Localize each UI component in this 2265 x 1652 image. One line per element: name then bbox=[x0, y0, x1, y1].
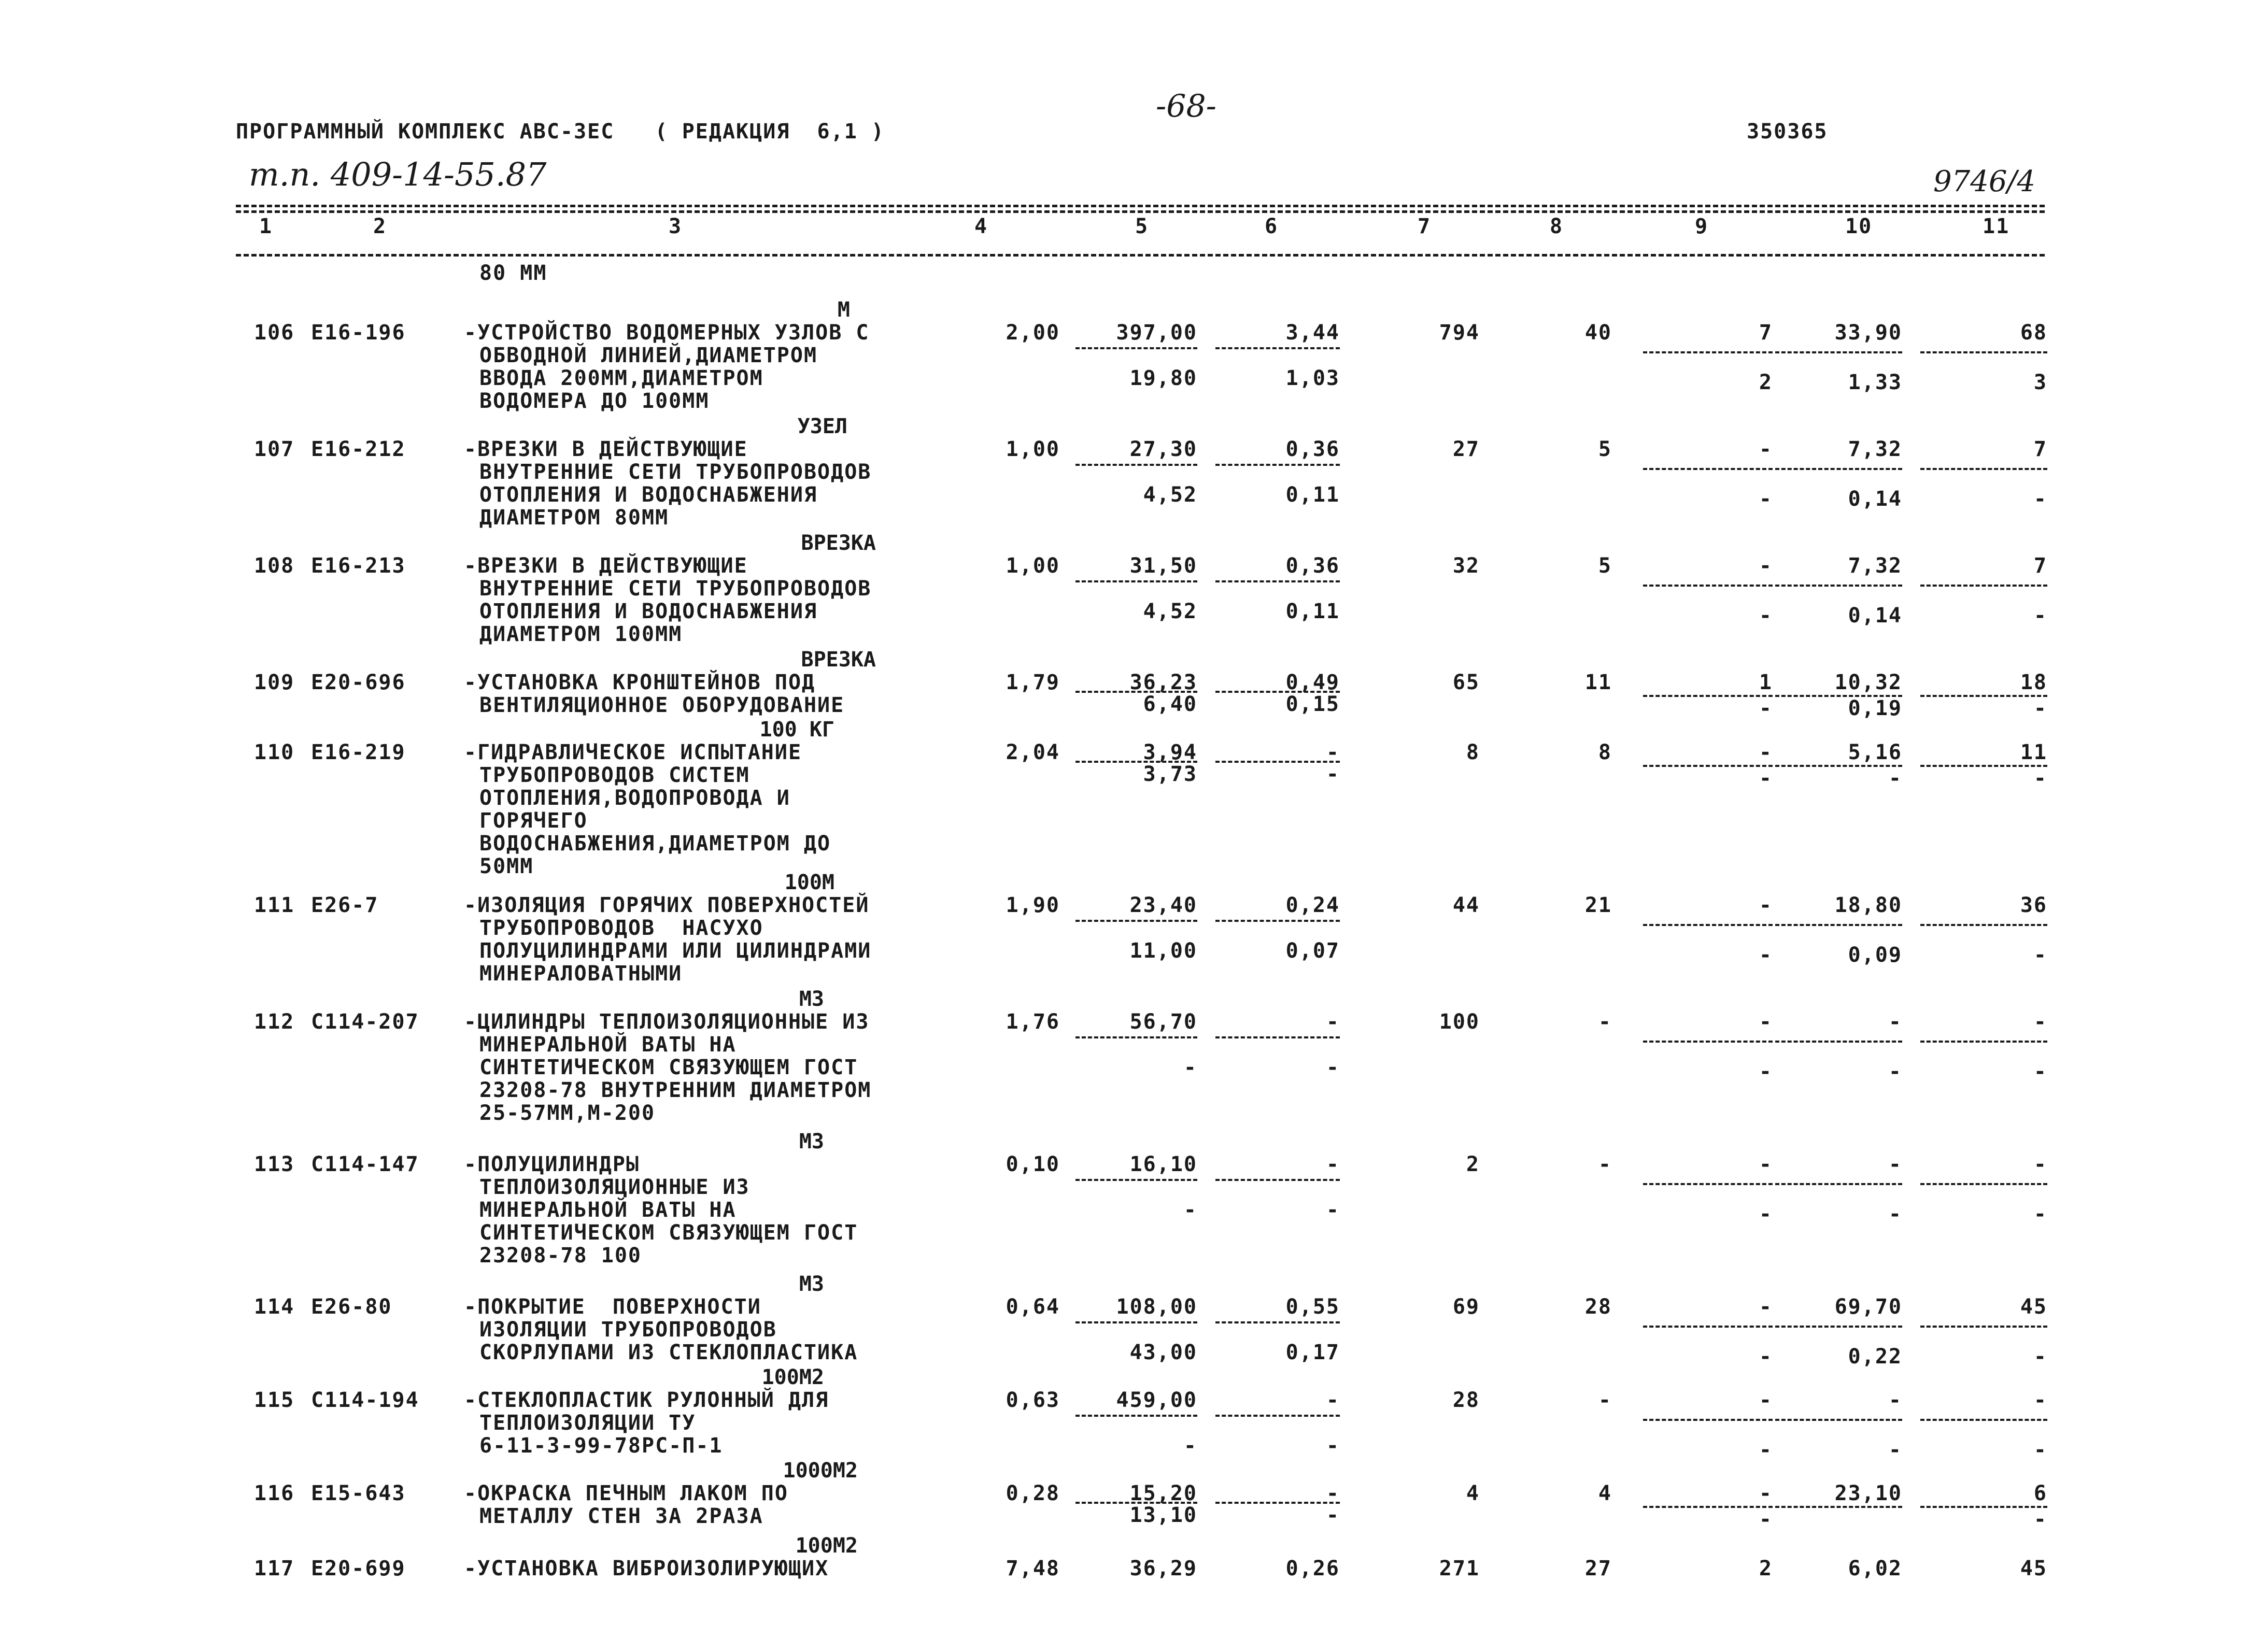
cell-col-11-machine: - bbox=[2033, 1438, 2047, 1462]
cell-col-5: 31,50 bbox=[1129, 554, 1197, 578]
cell-col-5-machine: - bbox=[1183, 1056, 1197, 1079]
cell-col-6-machine: - bbox=[1326, 1434, 1340, 1458]
cell-col-5: 27,30 bbox=[1129, 437, 1197, 461]
column-header-3: 3 bbox=[669, 215, 683, 238]
cell-col-8: 4 bbox=[1598, 1482, 1612, 1505]
cell-col-9: - bbox=[1759, 554, 1773, 578]
subtotal-rule bbox=[1215, 347, 1340, 349]
row-description-line: -ОКРАСКА ПЕЧНЫМ ЛАКОМ ПО bbox=[464, 1482, 788, 1505]
cell-col-10: 6,02 bbox=[1848, 1557, 1902, 1580]
row-description-line: ДИАМЕТРОМ 80ММ bbox=[479, 506, 669, 530]
header-bottom-rule bbox=[236, 254, 2045, 257]
cell-col-11: 36 bbox=[2020, 893, 2047, 917]
subtotal-rule bbox=[1075, 1036, 1197, 1038]
cell-col-4: 0,28 bbox=[1006, 1482, 1060, 1505]
cell-col-11: - bbox=[2033, 1010, 2047, 1034]
cell-col-10: 18,80 bbox=[1834, 893, 1902, 917]
document-code: 350365 bbox=[1747, 120, 1828, 144]
cell-col-8: 40 bbox=[1584, 321, 1612, 345]
header-top-rule-2 bbox=[236, 210, 2045, 213]
subtotal-rule bbox=[1215, 920, 1340, 922]
cell-col-6-machine: 0,07 bbox=[1285, 939, 1340, 963]
cell-col-4: 7,48 bbox=[1006, 1557, 1060, 1580]
cell-col-5: 108,00 bbox=[1116, 1295, 1197, 1319]
cell-col-9-machine: - bbox=[1759, 1507, 1773, 1531]
cell-col-8: 8 bbox=[1598, 740, 1612, 764]
cell-col-10-machine: - bbox=[1888, 1202, 1902, 1226]
row-number: 117 bbox=[254, 1557, 295, 1580]
row-code: Е20-696 bbox=[311, 671, 406, 694]
row-description-line: ОБВОДНОЙ ЛИНИЕЙ,ДИАМЕТРОМ bbox=[479, 344, 818, 367]
cell-col-9-machine: - bbox=[1759, 604, 1773, 628]
cell-col-9-machine: - bbox=[1759, 1438, 1773, 1462]
subtotal-rule bbox=[1215, 761, 1340, 763]
row-unit: ВРЕЗКА bbox=[801, 648, 876, 672]
subtotal-rule bbox=[1643, 1326, 1773, 1328]
cell-col-7: 100 bbox=[1439, 1010, 1480, 1034]
subtotal-rule bbox=[1215, 1321, 1340, 1323]
row-number: 114 bbox=[254, 1295, 295, 1319]
cell-col-4: 1,76 bbox=[1006, 1010, 1060, 1034]
subtotal-rule bbox=[1920, 351, 2047, 353]
cell-col-11: 7 bbox=[2033, 554, 2047, 578]
row-description-line: 50ММ bbox=[479, 855, 534, 878]
row-number: 107 bbox=[254, 437, 295, 461]
row-description-line: 23208-78 100 bbox=[479, 1244, 642, 1268]
subtotal-rule bbox=[1775, 1506, 1902, 1508]
row-description-line: -СТЕКЛОПЛАСТИК РУЛОННЫЙ ДЛЯ bbox=[464, 1388, 829, 1412]
cell-col-9: - bbox=[1759, 1388, 1773, 1412]
cell-col-9-machine: 2 bbox=[1759, 371, 1773, 394]
sheet-mark: 9746/4 bbox=[1933, 165, 2036, 198]
cell-col-5: 397,00 bbox=[1116, 321, 1197, 345]
row-description-line: ТЕПЛОИЗОЛЯЦИОННЫЕ ИЗ bbox=[479, 1175, 750, 1199]
cell-col-5-machine: 11,00 bbox=[1129, 939, 1197, 963]
row-description-line: ТРУБОПРОВОДОВ НАСУХО bbox=[479, 916, 763, 940]
row-description-line: -УСТАНОВКА КРОНШТЕЙНОВ ПОД bbox=[464, 671, 816, 694]
row-description-line: ДИАМЕТРОМ 100ММ bbox=[479, 622, 683, 646]
cell-col-9: - bbox=[1759, 1482, 1773, 1505]
row-code: Е26-80 bbox=[311, 1295, 392, 1319]
cell-col-9-machine: - bbox=[1759, 1345, 1773, 1369]
subtotal-rule bbox=[1775, 585, 1902, 587]
subtotal-rule bbox=[1075, 347, 1197, 349]
subtotal-rule bbox=[1775, 468, 1902, 470]
row-description-line: МЕТАЛЛУ СТЕН ЗА 2РАЗА bbox=[479, 1504, 763, 1528]
cell-col-4: 0,64 bbox=[1006, 1295, 1060, 1319]
cell-col-11-machine: - bbox=[2033, 696, 2047, 720]
cell-col-8: 11 bbox=[1584, 671, 1612, 694]
cell-col-10-machine: 0,09 bbox=[1848, 943, 1902, 967]
cell-col-7: 65 bbox=[1452, 671, 1480, 694]
cell-col-10: - bbox=[1888, 1152, 1902, 1176]
cell-col-10: 7,32 bbox=[1848, 437, 1902, 461]
cell-col-4: 0,10 bbox=[1006, 1152, 1060, 1176]
cell-col-7: 32 bbox=[1452, 554, 1480, 578]
cell-col-6-machine: 0,17 bbox=[1285, 1341, 1340, 1364]
cell-col-11-machine: 3 bbox=[2033, 371, 2047, 394]
carry-text: 80 ММ bbox=[479, 261, 547, 285]
cell-col-6: 0,26 bbox=[1285, 1557, 1340, 1580]
column-header-2: 2 bbox=[373, 215, 387, 238]
cell-col-9: - bbox=[1759, 437, 1773, 461]
subtotal-rule bbox=[1215, 1036, 1340, 1038]
subtotal-rule bbox=[1920, 1419, 2047, 1421]
column-header-11: 11 bbox=[1983, 215, 2010, 238]
cell-col-11: - bbox=[2033, 1152, 2047, 1176]
cell-col-7: 271 bbox=[1439, 1557, 1480, 1580]
row-code: Е16-196 bbox=[311, 321, 406, 345]
subtotal-rule bbox=[1215, 1179, 1340, 1181]
row-unit: УЗЕЛ bbox=[797, 415, 847, 438]
cell-col-6-machine: 0,15 bbox=[1285, 692, 1340, 716]
subtotal-rule bbox=[1920, 585, 2047, 587]
row-description-line: ОТОПЛЕНИЯ И ВОДОСНАБЖЕНИЯ bbox=[479, 483, 818, 507]
subtotal-rule bbox=[1215, 464, 1340, 466]
cell-col-11: 18 bbox=[2020, 671, 2047, 694]
cell-col-4: 2,00 bbox=[1006, 321, 1060, 345]
cell-col-11: 6 bbox=[2033, 1482, 2047, 1505]
row-unit: М3 bbox=[799, 1130, 824, 1153]
row-unit: М3 bbox=[799, 987, 824, 1011]
subtotal-rule bbox=[1215, 1415, 1340, 1417]
cell-col-4: 1,00 bbox=[1006, 554, 1060, 578]
row-unit: М bbox=[837, 298, 850, 322]
cell-col-5: 15,20 bbox=[1129, 1482, 1197, 1505]
subtotal-rule bbox=[1920, 924, 2047, 926]
cell-col-9-machine: - bbox=[1759, 1060, 1773, 1084]
subtotal-rule bbox=[1920, 695, 2047, 697]
row-code: Е20-699 bbox=[311, 1557, 406, 1580]
row-description-line: ТЕПЛОИЗОЛЯЦИИ ТУ bbox=[479, 1411, 696, 1435]
cell-col-10: 10,32 bbox=[1834, 671, 1902, 694]
cell-col-9: - bbox=[1759, 1295, 1773, 1319]
cell-col-9: - bbox=[1759, 1152, 1773, 1176]
cell-col-5: 36,29 bbox=[1129, 1557, 1197, 1580]
row-number: 106 bbox=[254, 321, 295, 345]
column-header-7: 7 bbox=[1418, 215, 1432, 238]
cell-col-7: 44 bbox=[1452, 893, 1480, 917]
row-description-line: -УСТРОЙСТВО ВОДОМЕРНЫХ УЗЛОВ С bbox=[464, 321, 870, 345]
cell-col-10: 69,70 bbox=[1834, 1295, 1902, 1319]
cell-col-4: 0,63 bbox=[1006, 1388, 1060, 1412]
row-unit: 1000М2 bbox=[783, 1459, 858, 1483]
row-description-line: ОТОПЛЕНИЯ И ВОДОСНАБЖЕНИЯ bbox=[479, 600, 818, 623]
cell-col-6: 0,55 bbox=[1285, 1295, 1340, 1319]
cell-col-5: 459,00 bbox=[1116, 1388, 1197, 1412]
cell-col-10-machine: - bbox=[1888, 766, 1902, 790]
subtotal-rule bbox=[1920, 1506, 2047, 1508]
row-unit: М3 bbox=[799, 1272, 824, 1296]
subtotal-rule bbox=[1920, 1041, 2047, 1043]
cell-col-5: 23,40 bbox=[1129, 893, 1197, 917]
subtotal-rule bbox=[1775, 924, 1902, 926]
cell-col-6-machine: - bbox=[1326, 1198, 1340, 1222]
row-description-line: ВОДОМЕРА ДО 100ММ bbox=[479, 389, 710, 413]
row-code: С114-207 bbox=[311, 1010, 419, 1034]
cell-col-10-machine: 0,14 bbox=[1848, 487, 1902, 511]
cell-col-7: 27 bbox=[1452, 437, 1480, 461]
cell-col-6: 0,49 bbox=[1285, 671, 1340, 694]
row-number: 115 bbox=[254, 1388, 295, 1412]
row-number: 116 bbox=[254, 1482, 295, 1505]
row-description-line: ВВОДА 200ММ,ДИАМЕТРОМ bbox=[479, 366, 763, 390]
row-code: Е16-213 bbox=[311, 554, 406, 578]
row-number: 110 bbox=[254, 740, 295, 764]
cell-col-9-machine: - bbox=[1759, 943, 1773, 967]
row-description-line: ВНУТРЕННИЕ СЕТИ ТРУБОПРОВОДОВ bbox=[479, 460, 872, 484]
column-header-4: 4 bbox=[974, 215, 988, 238]
row-number: 109 bbox=[254, 671, 295, 694]
column-header-5: 5 bbox=[1135, 215, 1149, 238]
cell-col-7: 8 bbox=[1466, 740, 1480, 764]
page-number: -68- bbox=[1156, 88, 1216, 124]
row-description-line: ТРУБОПРОВОДОВ СИСТЕМ bbox=[479, 763, 750, 787]
cell-col-11: 7 bbox=[2033, 437, 2047, 461]
subtotal-rule bbox=[1075, 1321, 1197, 1323]
column-header-10: 10 bbox=[1845, 215, 1873, 238]
cell-col-4: 1,79 bbox=[1006, 671, 1060, 694]
cell-col-6-machine: - bbox=[1326, 1056, 1340, 1079]
row-code: Е16-212 bbox=[311, 437, 406, 461]
row-description-line: МИНЕРАЛОВАТНЫМИ bbox=[479, 962, 683, 986]
row-code: Е26-7 bbox=[311, 893, 379, 917]
row-description-line: СИНТЕТИЧЕСКОМ СВЯЗУЮЩЕМ ГОСТ bbox=[479, 1221, 858, 1245]
row-description-line: -ГИДРАВЛИЧЕСКОЕ ИСПЫТАНИЕ bbox=[464, 740, 802, 764]
row-number: 113 bbox=[254, 1152, 295, 1176]
header-top-rule bbox=[236, 205, 2045, 207]
cell-col-11-machine: - bbox=[2033, 1202, 2047, 1226]
subtotal-rule bbox=[1775, 1041, 1902, 1043]
cell-col-10-machine: 0,14 bbox=[1848, 604, 1902, 628]
cell-col-10: - bbox=[1888, 1388, 1902, 1412]
cell-col-10-machine: 1,33 bbox=[1848, 371, 1902, 394]
cell-col-8: 28 bbox=[1584, 1295, 1612, 1319]
row-description-line: СКОРЛУПАМИ ИЗ СТЕКЛОПЛАСТИКА bbox=[479, 1341, 858, 1364]
row-description-line: ВЕНТИЛЯЦИОННОЕ ОБОРУДОВАНИЕ bbox=[479, 693, 845, 717]
cell-col-5-machine: 4,52 bbox=[1143, 483, 1197, 507]
cell-col-11: 45 bbox=[2020, 1295, 2047, 1319]
subtotal-rule bbox=[1643, 1041, 1773, 1043]
subtotal-rule bbox=[1775, 351, 1902, 353]
cell-col-11-machine: - bbox=[2033, 766, 2047, 790]
cell-col-10: - bbox=[1888, 1010, 1902, 1034]
subtotal-rule bbox=[1775, 1326, 1902, 1328]
cell-col-11: 45 bbox=[2020, 1557, 2047, 1580]
cell-col-8: 5 bbox=[1598, 554, 1612, 578]
cell-col-10: 7,32 bbox=[1848, 554, 1902, 578]
cell-col-9: - bbox=[1759, 893, 1773, 917]
subtotal-rule bbox=[1643, 351, 1773, 353]
subtotal-rule bbox=[1075, 464, 1197, 466]
cell-col-5: 36,23 bbox=[1129, 671, 1197, 694]
cell-col-6-machine: 0,11 bbox=[1285, 600, 1340, 623]
project-number: т.п. 409-14-55.87 bbox=[249, 155, 547, 193]
cell-col-6: 0,36 bbox=[1285, 437, 1340, 461]
subtotal-rule bbox=[1643, 585, 1773, 587]
column-header-9: 9 bbox=[1695, 215, 1709, 238]
row-unit: ВРЕЗКА bbox=[801, 531, 876, 555]
cell-col-6: - bbox=[1326, 1152, 1340, 1176]
cell-col-7: 794 bbox=[1439, 321, 1480, 345]
row-description-line: -ВРЕЗКИ В ДЕЙСТВУЮЩИЕ bbox=[464, 554, 748, 578]
row-code: Е15-643 bbox=[311, 1482, 406, 1505]
cell-col-10-machine: 0,19 bbox=[1848, 696, 1902, 720]
row-description-line: ВОДОСНАБЖЕНИЯ,ДИАМЕТРОМ ДО bbox=[479, 832, 831, 856]
cell-col-7: 4 bbox=[1466, 1482, 1480, 1505]
cell-col-11-machine: - bbox=[2033, 1345, 2047, 1369]
cell-col-7: 69 bbox=[1452, 1295, 1480, 1319]
cell-col-6: - bbox=[1326, 1388, 1340, 1412]
subtotal-rule bbox=[1775, 1183, 1902, 1185]
row-code: С114-194 bbox=[311, 1388, 419, 1412]
row-description-line: СИНТЕТИЧЕСКОМ СВЯЗУЮЩЕМ ГОСТ bbox=[479, 1056, 858, 1079]
program-title: ПРОГРАММНЫЙ КОМПЛЕКС АВС-3ЕС ( РЕДАКЦИЯ 6,1 ) bbox=[236, 120, 885, 144]
cell-col-10-machine: - bbox=[1888, 1438, 1902, 1462]
subtotal-rule bbox=[1920, 765, 2047, 767]
cell-col-4: 1,90 bbox=[1006, 893, 1060, 917]
subtotal-rule bbox=[1643, 765, 1773, 767]
cell-col-6: - bbox=[1326, 1010, 1340, 1034]
cell-col-9-machine: - bbox=[1759, 1202, 1773, 1226]
cell-col-11-machine: - bbox=[2033, 1060, 2047, 1084]
cell-col-4: 2,04 bbox=[1006, 740, 1060, 764]
cell-col-10: 33,90 bbox=[1834, 321, 1902, 345]
cell-col-8: 27 bbox=[1584, 1557, 1612, 1580]
row-unit: 100М bbox=[784, 871, 834, 894]
row-description-line: 25-57ММ,М-200 bbox=[479, 1101, 656, 1125]
cell-col-7: 2 bbox=[1466, 1152, 1480, 1176]
subtotal-rule bbox=[1215, 1502, 1340, 1504]
row-description-line: -ПОЛУЦИЛИНДРЫ bbox=[464, 1152, 640, 1176]
subtotal-rule bbox=[1215, 580, 1340, 582]
row-description-line: ПОЛУЦИЛИНДРАМИ ИЛИ ЦИЛИНДРАМИ bbox=[479, 939, 872, 963]
cell-col-5-machine: 19,80 bbox=[1129, 366, 1197, 390]
cell-col-10: 23,10 bbox=[1834, 1482, 1902, 1505]
row-description-line: МИНЕРАЛЬНОЙ ВАТЫ НА bbox=[479, 1033, 737, 1057]
row-unit: 100М2 bbox=[795, 1534, 858, 1558]
cell-col-6-machine: - bbox=[1326, 762, 1340, 786]
cell-col-11-machine: - bbox=[2033, 943, 2047, 967]
cell-col-7: 28 bbox=[1452, 1388, 1480, 1412]
row-description-line: ВНУТРЕННИЕ СЕТИ ТРУБОПРОВОДОВ bbox=[479, 577, 872, 601]
row-description-line: -ЦИЛИНДРЫ ТЕПЛОИЗОЛЯЦИОННЫЕ ИЗ bbox=[464, 1010, 870, 1034]
subtotal-rule bbox=[1075, 920, 1197, 922]
row-number: 112 bbox=[254, 1010, 295, 1034]
cell-col-6: 3,44 bbox=[1285, 321, 1340, 345]
cell-col-11: 11 bbox=[2020, 740, 2047, 764]
subtotal-rule bbox=[1643, 1419, 1773, 1421]
row-description-line: ИЗОЛЯЦИИ ТРУБОПРОВОДОВ bbox=[479, 1318, 777, 1342]
cell-col-10: 5,16 bbox=[1848, 740, 1902, 764]
cell-col-8: 5 bbox=[1598, 437, 1612, 461]
subtotal-rule bbox=[1075, 1179, 1197, 1181]
subtotal-rule bbox=[1643, 468, 1773, 470]
cell-col-11: - bbox=[2033, 1388, 2047, 1412]
cell-col-6: - bbox=[1326, 740, 1340, 764]
cell-col-9: - bbox=[1759, 740, 1773, 764]
cell-col-4: 1,00 bbox=[1006, 437, 1060, 461]
row-description-line: -ВРЕЗКИ В ДЕЙСТВУЮЩИЕ bbox=[464, 437, 748, 461]
cell-col-6: - bbox=[1326, 1482, 1340, 1505]
cell-col-9-machine: - bbox=[1759, 766, 1773, 790]
subtotal-rule bbox=[1775, 765, 1902, 767]
cell-col-5: 56,70 bbox=[1129, 1010, 1197, 1034]
cell-col-5-machine: 13,10 bbox=[1129, 1503, 1197, 1527]
column-header-6: 6 bbox=[1265, 215, 1279, 238]
row-description-line: 6-11-3-99-78РС-П-1 bbox=[479, 1434, 723, 1458]
cell-col-5: 16,10 bbox=[1129, 1152, 1197, 1176]
cell-col-5-machine: - bbox=[1183, 1434, 1197, 1458]
cell-col-10-machine: 0,22 bbox=[1848, 1345, 1902, 1369]
cell-col-5-machine: - bbox=[1183, 1198, 1197, 1222]
cell-col-9-machine: - bbox=[1759, 696, 1773, 720]
subtotal-rule bbox=[1075, 1415, 1197, 1417]
column-header-1: 1 bbox=[259, 215, 273, 238]
cell-col-9: - bbox=[1759, 1010, 1773, 1034]
subtotal-rule bbox=[1643, 1506, 1773, 1508]
cell-col-10-machine: - bbox=[1888, 1060, 1902, 1084]
subtotal-rule bbox=[1920, 468, 2047, 470]
row-number: 111 bbox=[254, 893, 295, 917]
row-unit: 100 КГ bbox=[759, 718, 834, 742]
cell-col-6-machine: 1,03 bbox=[1285, 366, 1340, 390]
cell-col-9: 1 bbox=[1759, 671, 1773, 694]
cell-col-5-machine: 6,40 bbox=[1143, 692, 1197, 716]
cell-col-5-machine: 4,52 bbox=[1143, 600, 1197, 623]
column-header-8: 8 bbox=[1550, 215, 1564, 238]
cell-col-11-machine: - bbox=[2033, 487, 2047, 511]
row-description-line: -ИЗОЛЯЦИЯ ГОРЯЧИХ ПОВЕРХНОСТЕЙ bbox=[464, 893, 870, 917]
row-description-line: МИНЕРАЛЬНОЙ ВАТЫ НА bbox=[479, 1198, 737, 1222]
cell-col-8: - bbox=[1598, 1152, 1612, 1176]
cell-col-5-machine: 43,00 bbox=[1129, 1341, 1197, 1364]
cell-col-5: 3,94 bbox=[1143, 740, 1197, 764]
row-unit: 100М2 bbox=[761, 1365, 824, 1389]
cell-col-6-machine: 0,11 bbox=[1285, 483, 1340, 507]
cell-col-8: 21 bbox=[1584, 893, 1612, 917]
row-number: 108 bbox=[254, 554, 295, 578]
row-code: Е16-219 bbox=[311, 740, 406, 764]
row-description-line: 23208-78 ВНУТРЕННИМ ДИАМЕТРОМ bbox=[479, 1078, 872, 1102]
subtotal-rule bbox=[1920, 1326, 2047, 1328]
cell-col-6: 0,24 bbox=[1285, 893, 1340, 917]
subtotal-rule bbox=[1775, 1419, 1902, 1421]
cell-col-6-machine: - bbox=[1326, 1503, 1340, 1527]
cell-col-5-machine: 3,73 bbox=[1143, 762, 1197, 786]
subtotal-rule bbox=[1643, 1183, 1773, 1185]
row-code: С114-147 bbox=[311, 1152, 419, 1176]
subtotal-rule bbox=[1643, 924, 1773, 926]
subtotal-rule bbox=[1920, 1183, 2047, 1185]
cell-col-9: 2 bbox=[1759, 1557, 1773, 1580]
subtotal-rule bbox=[1075, 580, 1197, 582]
cell-col-11-machine: - bbox=[2033, 1507, 2047, 1531]
subtotal-rule bbox=[1643, 695, 1773, 697]
cell-col-9: 7 bbox=[1759, 321, 1773, 345]
row-description-line: ОТОПЛЕНИЯ,ВОДОПРОВОДА И bbox=[479, 786, 790, 810]
cell-col-6: 0,36 bbox=[1285, 554, 1340, 578]
cell-col-11-machine: - bbox=[2033, 604, 2047, 628]
row-description-line: ГОРЯЧЕГО bbox=[479, 809, 588, 833]
cell-col-11: 68 bbox=[2020, 321, 2047, 345]
cell-col-8: - bbox=[1598, 1010, 1612, 1034]
cell-col-8: - bbox=[1598, 1388, 1612, 1412]
row-description-line: -УСТАНОВКА ВИБРОИЗОЛИРУЮЩИХ bbox=[464, 1557, 829, 1580]
row-description-line: -ПОКРЫТИЕ ПОВЕРХНОСТИ bbox=[464, 1295, 761, 1319]
cell-col-9-machine: - bbox=[1759, 487, 1773, 511]
